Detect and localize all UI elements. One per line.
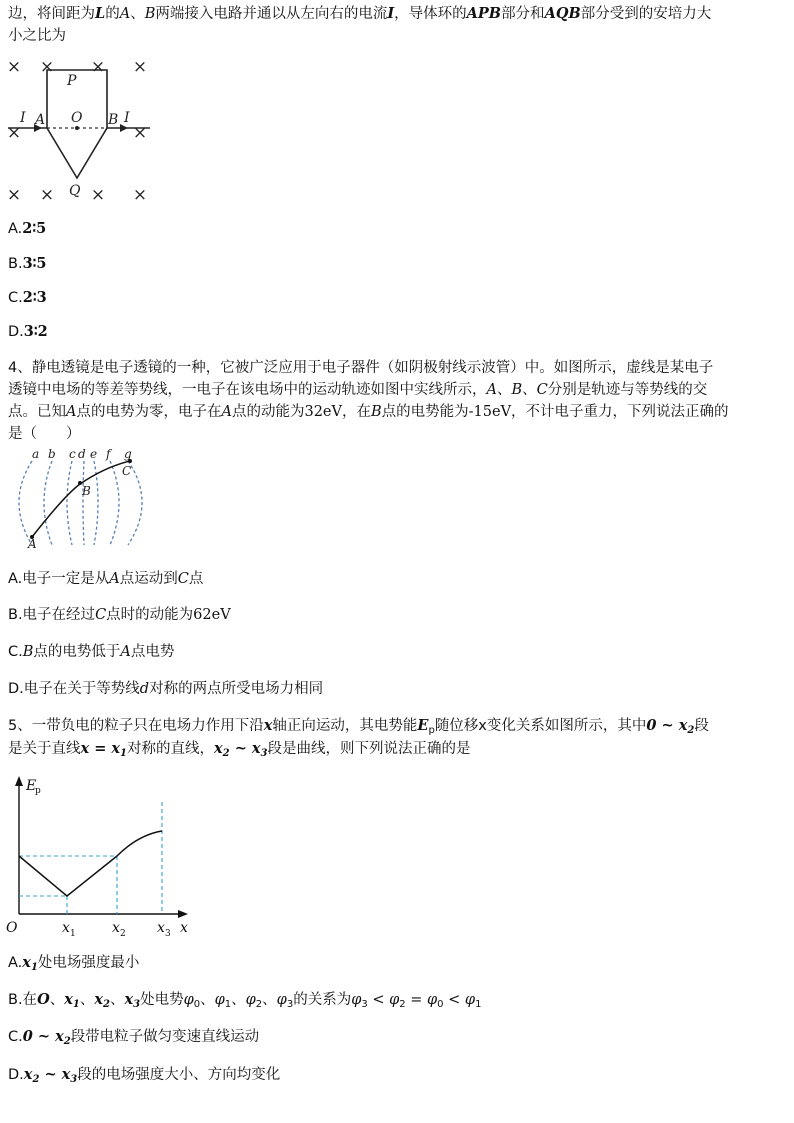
label-P: P (67, 73, 77, 89)
field-cross-icon: × (39, 57, 55, 77)
q3-stem-line2: 小之比为 (8, 28, 66, 44)
q4-option-b[interactable]: B.电子在经过C点时的动能为62eV (8, 607, 231, 623)
field-cross-icon: × (132, 57, 148, 77)
q4-stem-line1: 4、静电透镜是电子透镜的一种，它被广泛应用于电子器件（如阴极射线示波管）中。如图所示，虚线是某电子 (8, 360, 714, 376)
tick-label-x2: x (112, 920, 120, 936)
ep-line-segment (19, 856, 117, 896)
equipotential-a (19, 461, 32, 545)
axis-label-x: x (180, 920, 188, 936)
q4-stem-line4: 是（ ） (8, 426, 81, 442)
q3-stem-line1: 边，将间距为L的A、B两端接入电路并通以从左向右的电流I，导体环的APB部分和AQB部分受到的安培力大 (8, 5, 712, 22)
tick-sub-1: 1 (70, 929, 76, 939)
field-cross-icon: × (6, 185, 22, 205)
q3-option-b[interactable]: B.3∶5 (8, 255, 47, 272)
tick-label-x1: x (62, 920, 70, 936)
q3-option-d[interactable]: D.3∶2 (8, 323, 48, 340)
label-A: A (35, 112, 46, 128)
label-Q: Q (69, 183, 81, 199)
field-cross-icon: × (90, 185, 106, 205)
q3-option-c[interactable]: C.2∶3 (8, 289, 47, 306)
q5-option-d[interactable]: $D.x_2$ ~ $x_3$段的电场强度大小、方向均变化 (8, 1066, 281, 1085)
q5-stem-line1: 5、一带负电的粒子只在电场力作用下沿x轴正向运动，其电势能$E_p$随位移x变化关系如图所示，其中0 ~ $x_2$段 (8, 717, 709, 736)
label-f: f (106, 447, 111, 461)
y-axis-arrow-icon (15, 776, 23, 786)
ring-triangle-part (47, 128, 107, 178)
q5-stem-line2: 是关于直线$x = x_1$对称的直线，$x_2$ ~ $x_3$段是曲线，则下列说法正确的是 (8, 740, 471, 759)
tick-sub-2: 2 (120, 929, 126, 939)
field-cross-icon: × (132, 185, 148, 205)
q4-option-c[interactable]: C.B点的电势低于A点电势 (8, 644, 175, 660)
q5-option-a[interactable]: $A.x_1$处电场强度最小 (8, 954, 140, 973)
label-d: d (78, 447, 86, 461)
electron-trajectory (32, 461, 130, 537)
axis-label-p: p (35, 786, 41, 796)
equipotential-d (83, 461, 84, 545)
q4-stem-line3: 点。已知A点的电势为零，电子在A点的动能为32eV，在B点的电势能为-15eV，不计电子重力，下列说法正确的 (8, 404, 729, 420)
q4-stem-line2: 透镜中电场的等差等势线，一电子在该电场中的运动轨迹如图中实线所示，A、B、C分别是轨迹与等势线的交 (8, 382, 708, 398)
q5-option-c[interactable]: C.0 ~ $x_2$段带电粒子做匀变速直线运动 (8, 1028, 260, 1047)
q3-ring-figure (0, 52, 160, 205)
q4-option-a[interactable]: A.电子一定是从A点运动到C点 (8, 571, 204, 587)
field-cross-icon: × (132, 123, 148, 143)
label-a: a (32, 447, 40, 461)
field-cross-icon: × (6, 123, 22, 143)
q4-option-d[interactable]: D.电子在关于等势线d对称的两点所受电场力相同 (8, 681, 324, 697)
equipotential-f (110, 461, 119, 545)
label-e: e (90, 447, 98, 461)
x-axis-arrow-icon (178, 910, 188, 918)
equipotential-b (44, 461, 52, 545)
center-dot (75, 126, 79, 130)
label-I-right: I (124, 110, 130, 126)
label-b: b (48, 447, 56, 461)
tick-sub-3: 3 (165, 929, 171, 939)
label-B: B (108, 112, 119, 128)
axis-label-E: E (26, 778, 37, 794)
axis-label-O: O (6, 920, 18, 936)
q4-lens-figure (10, 447, 160, 552)
label-O: O (71, 110, 83, 126)
label-C: C (122, 464, 132, 478)
q3-option-a[interactable]: A.2∶5 (8, 220, 47, 237)
q5-ep-graph (0, 768, 200, 938)
label-c: c (69, 447, 76, 461)
tick-label-x3: x (157, 920, 165, 936)
field-cross-icon: × (90, 57, 106, 77)
field-cross-icon: × (39, 185, 55, 205)
q5-option-b[interactable]: B.在O、$x_1$、$x_2$、$x_3$处电势$\varphi_0$、$\varphi_1$、$\varphi_2$、$\varphi_3$的关系为$\varphi_3 < \varphi_2 = \varphi_0 < \varphi_1$ (8, 991, 482, 1010)
field-cross-icon: × (6, 57, 22, 77)
label-A: A (28, 537, 37, 551)
ep-curve-segment (117, 831, 162, 856)
label-B: B (82, 484, 91, 498)
equipotential-c (67, 461, 72, 545)
label-g: g (124, 447, 132, 461)
label-I-left: I (20, 110, 26, 126)
